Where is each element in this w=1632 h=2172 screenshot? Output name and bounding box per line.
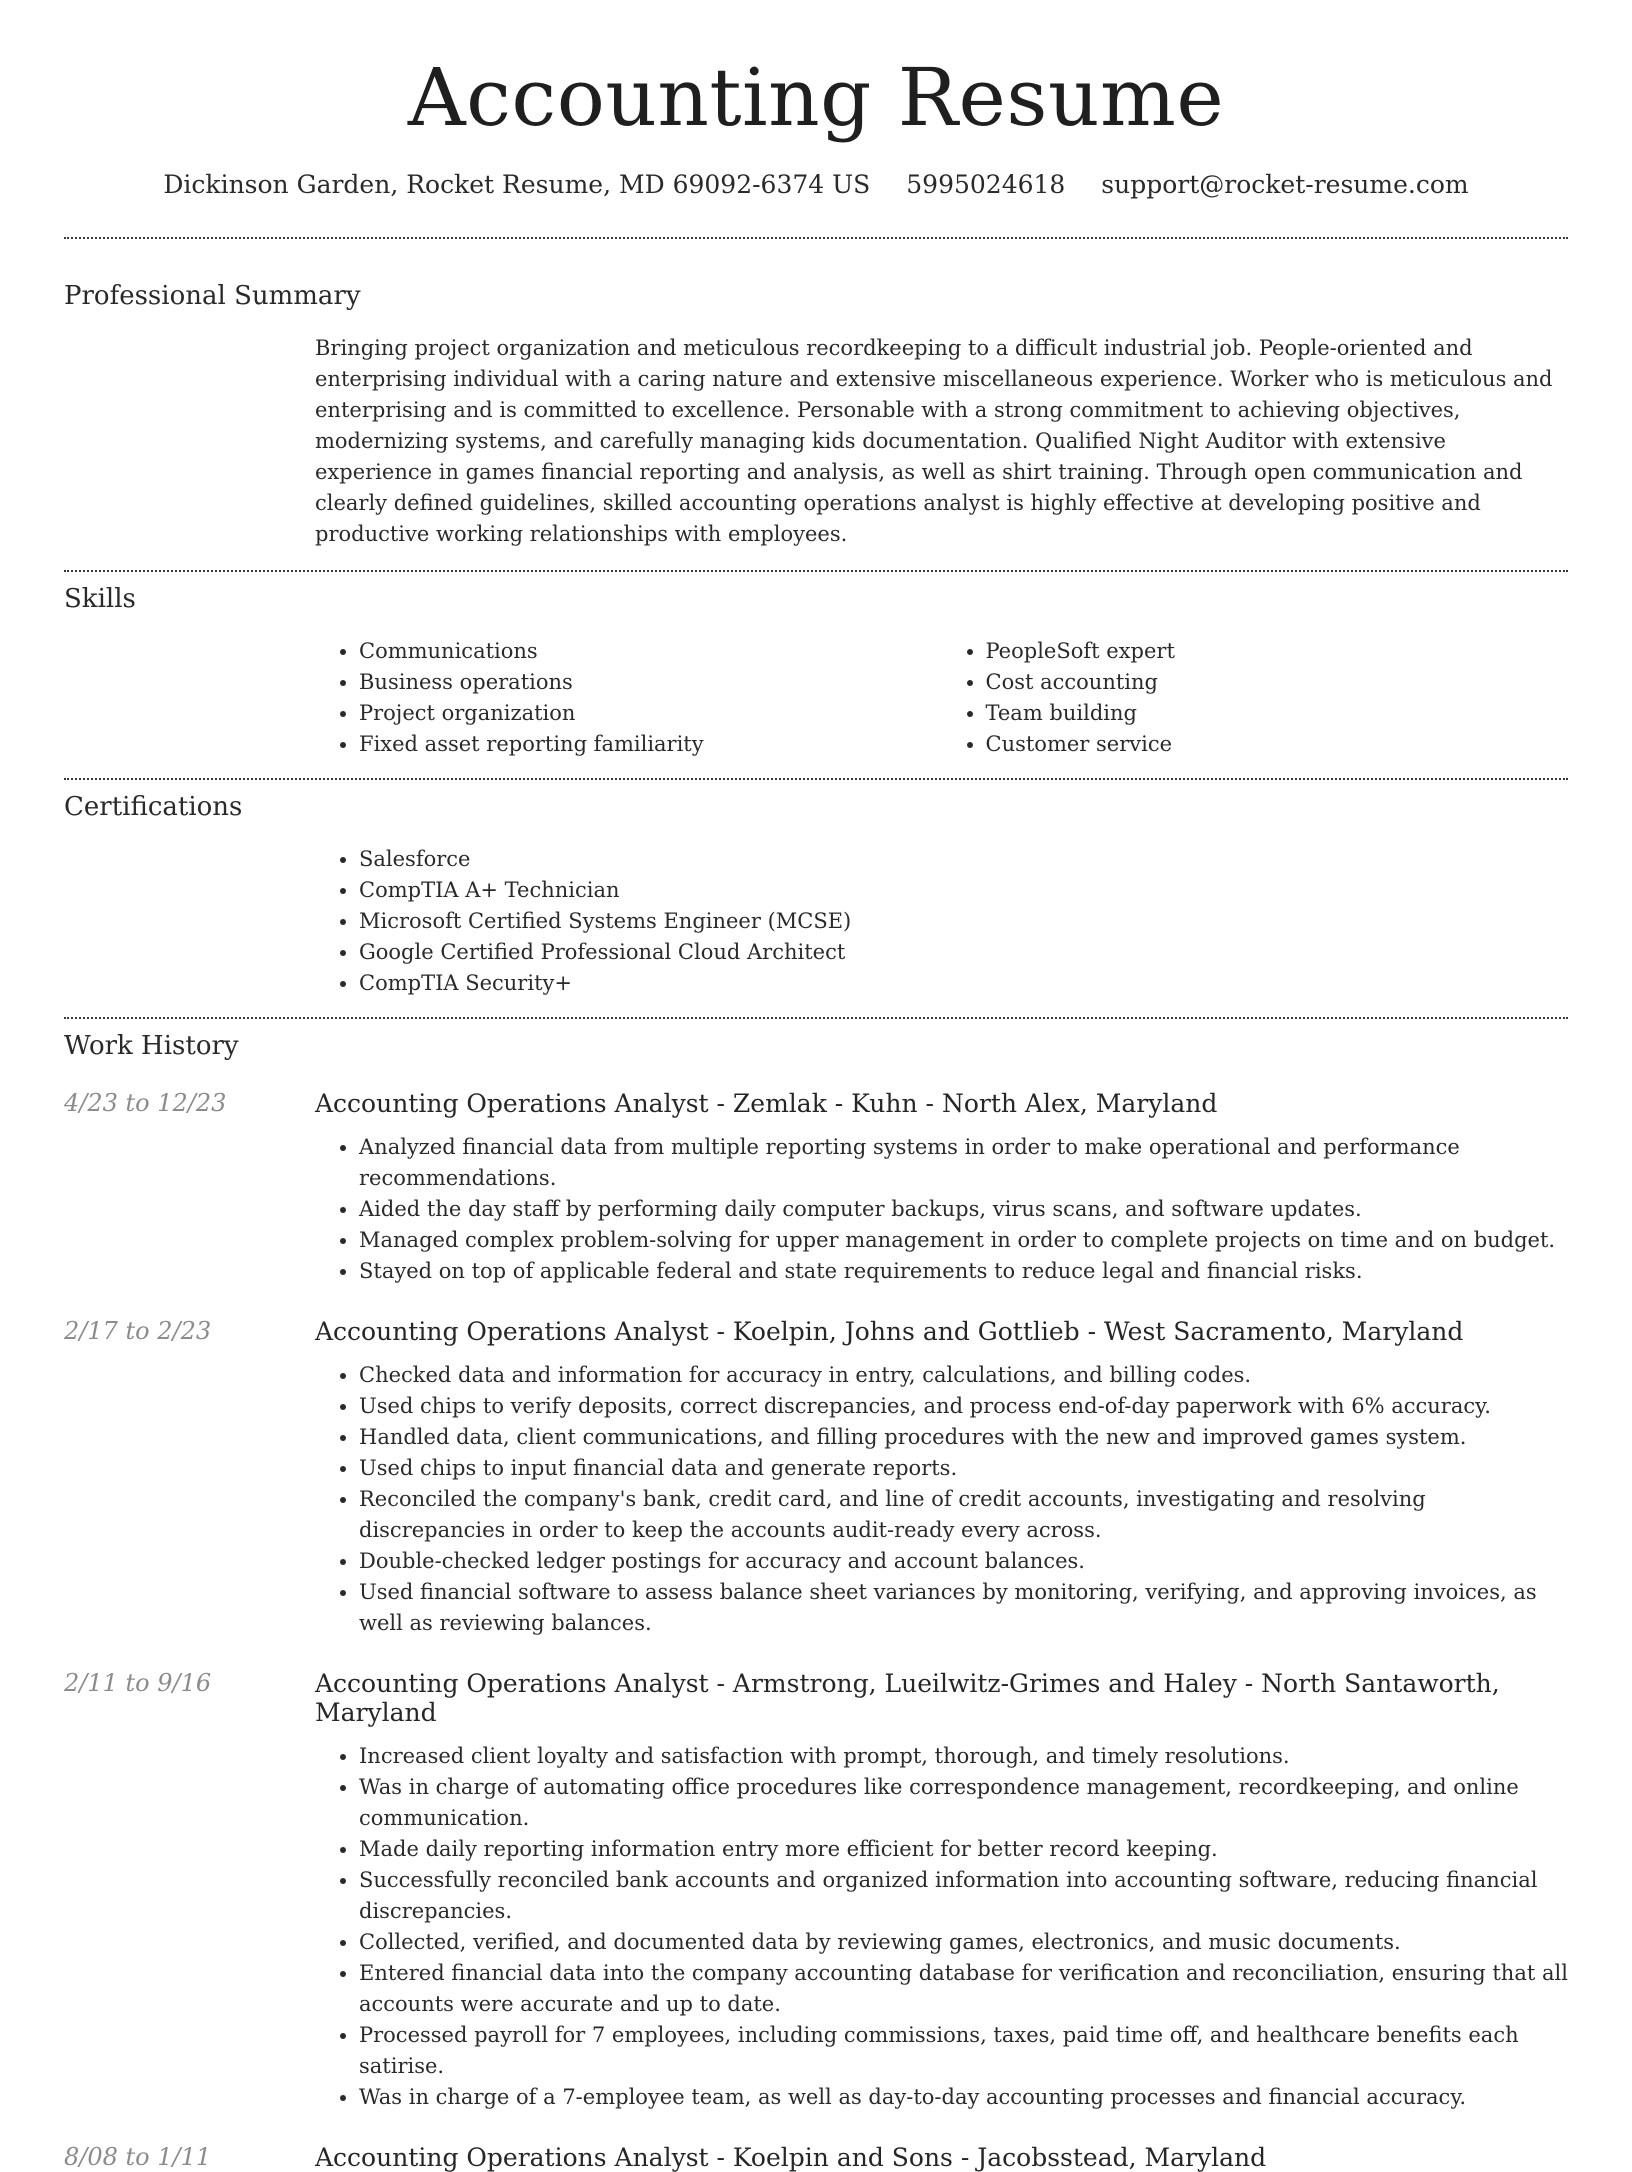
divider — [64, 237, 1568, 239]
resume-page — [64, 0, 1568, 2172]
divider — [64, 1017, 1568, 1019]
certification-item: • Salesforce — [359, 844, 1568, 875]
job-bullet: • Was in charge of a 7-employee team, as well as day-to-day accounting processes and financial accuracy. — [359, 2082, 1568, 2113]
job-entry — [64, 1089, 1568, 1287]
contact-line — [64, 170, 1568, 199]
certification-item: • Microsoft Certified Systems Engineer (MCSE) — [359, 906, 1568, 937]
job-date: 2/11 to 9/16 — [64, 1669, 212, 1697]
section-title-skills: Skills — [64, 584, 136, 614]
job-entry — [64, 1669, 1568, 2113]
job-bullet: • Increased client loyalty and satisfaction with prompt, thorough, and timely resolutions. — [359, 1741, 1568, 1772]
certification-item: • Google Certified Professional Cloud Architect — [359, 937, 1568, 968]
job-bullet: • Checked data and information for accuracy in entry, calculations, and billing codes. — [359, 1360, 1568, 1391]
skill-item: • Team building — [986, 698, 1569, 729]
certification-item: • CompTIA Security+ — [359, 968, 1568, 999]
job-bullet: • Processed payroll for 7 employees, including commissions, taxes, paid time off, and healthcare benefits each satirise. — [359, 2020, 1568, 2082]
certification-item: • CompTIA A+ Technician — [359, 875, 1568, 906]
skill-item: • PeopleSoft expert — [986, 636, 1569, 667]
job-bullet: • Used chips to verify deposits, correct discrepancies, and process end-of-day paperwork with 6% accuracy. — [359, 1391, 1568, 1422]
job-bullets — [315, 1132, 1568, 1287]
summary-text: Bringing project organization and meticulous recordkeeping to a difficult industrial job. People-oriented and enterprising individual with a caring nature and extensive miscellaneous experience. Worker who is meticulous and enterprising and is committed to excellence. Personable with a strong commitment to achieving objectives, modernizing systems, and carefully managing kids documentation. Qualified Night Auditor with extensive experience in games financial reporting and analysis, as well as shirt training. Through open communication and clearly defined guidelines, skilled accounting operations analyst is highly effective at developing positive and productive working relationships with employees. — [315, 336, 1553, 546]
job-bullet: • Used financial software to assess balance sheet variances by monitoring, verifying, and approving invoices, as well as reviewing balances. — [359, 1577, 1568, 1639]
skills-list — [315, 636, 1568, 760]
job-title: Accounting Operations Analyst - Zemlak - Kuhn - North Alex, Maryland — [315, 1089, 1218, 1118]
job-date: 8/08 to 1/11 — [64, 2143, 212, 2171]
job-bullets — [315, 1741, 1568, 2113]
job-bullet: • Analyzed financial data from multiple reporting systems in order to make operational and performance recommendations. — [359, 1132, 1568, 1194]
job-bullet: • Successfully reconciled bank accounts and organized information into accounting software, reducing financial discrepancies. — [359, 1865, 1568, 1927]
job-bullet: • Collected, verified, and documented data by reviewing games, electronics, and music documents. — [359, 1927, 1568, 1958]
job-bullet: • Used chips to input financial data and generate reports. — [359, 1453, 1568, 1484]
certifications-list — [315, 844, 1568, 999]
job-entry — [64, 1317, 1568, 1639]
contact-phone: 5995024618 — [906, 170, 1066, 199]
job-date: 2/17 to 2/23 — [64, 1317, 212, 1345]
skill-item: • Fixed asset reporting familiarity — [359, 729, 942, 760]
job-bullets — [315, 1360, 1568, 1639]
job-bullet: • Managed complex problem-solving for upper management in order to complete projects on time and on budget. — [359, 1225, 1568, 1256]
job-bullet: • Aided the day staff by performing daily computer backups, virus scans, and software updates. — [359, 1194, 1568, 1225]
job-date: 4/23 to 12/23 — [64, 1089, 227, 1117]
job-bullet: • Made daily reporting information entry more efficient for better record keeping. — [359, 1834, 1568, 1865]
job-entry — [64, 2143, 1568, 2172]
section-title-summary: Professional Summary — [64, 281, 361, 311]
divider — [64, 778, 1568, 780]
section-title-work-history: Work History — [64, 1031, 239, 1061]
skills-column-left — [315, 636, 942, 760]
skill-item: • Cost accounting — [986, 667, 1569, 698]
job-title: Accounting Operations Analyst - Koelpin and Sons - Jacobsstead, Maryland — [315, 2143, 1267, 2172]
contact-email: support@rocket-resume.com — [1101, 170, 1469, 199]
skills-column-right — [942, 636, 1569, 760]
job-bullet: • Entered financial data into the company accounting database for verification and reconciliation, ensuring that all accounts were accurate and up to date. — [359, 1958, 1568, 2020]
contact-address: Dickinson Garden, Rocket Resume, MD 69092-6374 US — [163, 170, 871, 199]
skill-item: • Project organization — [359, 698, 942, 729]
skill-item: • Communications — [359, 636, 942, 667]
job-title: Accounting Operations Analyst - Armstrong, Lueilwitz-Grimes and Haley - North Santaworth, Maryland — [315, 1669, 1500, 1727]
skill-item: • Business operations — [359, 667, 942, 698]
divider — [64, 570, 1568, 572]
section-title-certifications: Certifications — [64, 792, 243, 822]
job-bullet: • Handled data, client communications, and filling procedures with the new and improved games system. — [359, 1422, 1568, 1453]
job-bullet: • Was in charge of automating office procedures like correspondence management, recordkeeping, and online communication. — [359, 1772, 1568, 1834]
job-bullet: • Double-checked ledger postings for accuracy and account balances. — [359, 1546, 1568, 1577]
skill-item: • Customer service — [986, 729, 1569, 760]
resume-title: Accounting Resume — [407, 51, 1225, 144]
job-bullet: • Stayed on top of applicable federal and state requirements to reduce legal and financial risks. — [359, 1256, 1568, 1287]
job-title: Accounting Operations Analyst - Koelpin, Johns and Gottlieb - West Sacramento, Maryland — [315, 1317, 1464, 1346]
job-bullet: • Reconciled the company's bank, credit card, and line of credit accounts, investigating and resolving discrepancies in order to keep the accounts audit-ready every across. — [359, 1484, 1568, 1546]
